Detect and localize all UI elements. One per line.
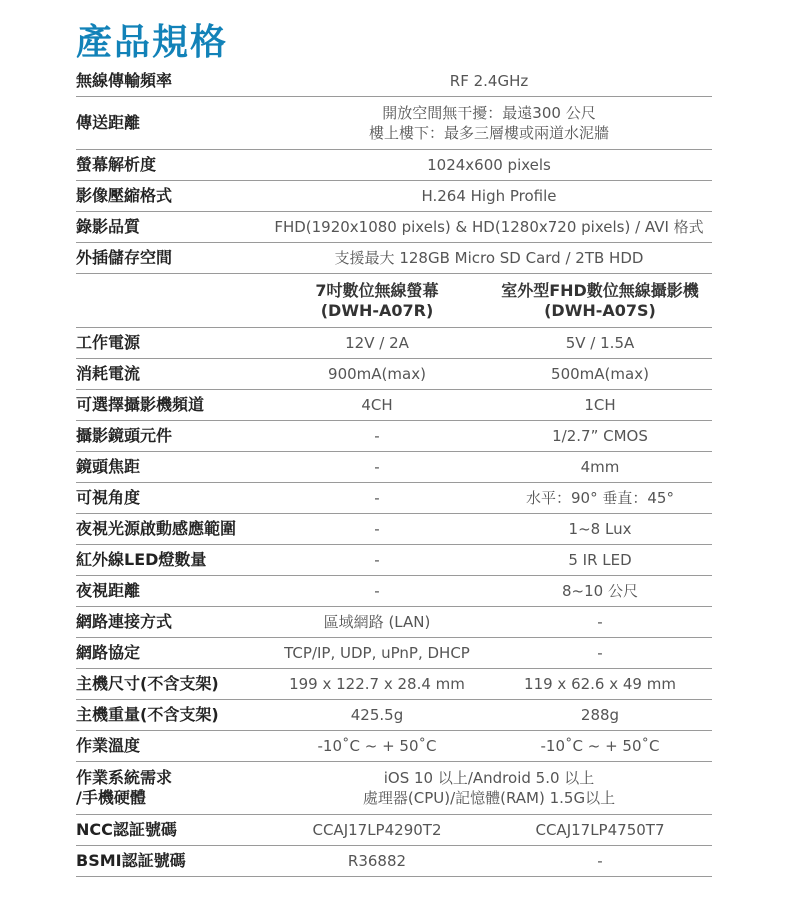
monitor-value: R36882	[347, 852, 407, 870]
row-label: 外插儲存空間	[76, 248, 173, 267]
camera-value: 5V / 1.5A	[565, 334, 635, 352]
camera-value: 8~10 公尺	[562, 582, 638, 600]
camera-value: -	[597, 613, 603, 631]
value-line: iOS 10 以上/Android 5.0 以上	[383, 769, 595, 787]
label-line: 作業系統需求	[76, 768, 173, 787]
row-value: FHD(1920x1080 pixels) & HD(1280x720 pixels) / AVI 格式	[274, 218, 704, 236]
monitor-value: CCAJ17LP4290T2	[312, 821, 442, 839]
camera-value: CCAJ17LP4750T7	[535, 821, 665, 839]
row-label: 網路協定	[76, 643, 141, 662]
camera-value: 288g	[580, 706, 620, 724]
monitor-value: 區域網路 (LAN)	[323, 613, 431, 631]
compare-row	[76, 390, 712, 421]
label-line: /手機硬體	[76, 788, 146, 807]
spec-row-frequency	[76, 66, 712, 97]
spec-row-distance	[76, 97, 712, 150]
compare-row	[76, 328, 712, 359]
spec-row-recording	[76, 212, 712, 243]
compare-row	[76, 607, 712, 638]
row-label: 夜視光源啟動感應範圍	[76, 519, 237, 538]
camera-value: -	[597, 852, 603, 870]
compare-row	[76, 700, 712, 731]
row-label: NCC認証號碼	[76, 820, 177, 839]
monitor-value: -	[374, 582, 380, 600]
value-line: 開放空間無干擾：最遠300 公尺	[382, 104, 596, 122]
header-line: 7吋數位無線螢幕	[315, 280, 439, 300]
monitor-value: -	[374, 551, 380, 569]
monitor-value: -10˚C ~ + 50˚C	[317, 737, 437, 755]
compare-row	[76, 638, 712, 669]
monitor-value: -	[374, 489, 380, 507]
row-label: 工作電源	[76, 333, 141, 352]
compare-row	[76, 731, 712, 762]
monitor-value: 12V / 2A	[345, 334, 409, 352]
row-label: 影像壓縮格式	[76, 186, 173, 205]
row-value: H.264 High Profile	[421, 187, 557, 205]
row-value: RF 2.4GHz	[449, 72, 529, 90]
row-label: 無線傳輸頻率	[76, 71, 173, 90]
monitor-value: 4CH	[361, 396, 393, 414]
row-value: 1024x600 pixels	[427, 156, 551, 174]
row-label	[76, 762, 172, 814]
camera-value: 水平：90° 垂直：45°	[526, 489, 674, 507]
page-title: 產品規格	[76, 22, 229, 63]
compare-row	[76, 545, 712, 576]
monitor-value: -	[374, 427, 380, 445]
compare-row	[76, 483, 712, 514]
compare-row	[76, 452, 712, 483]
monitor-value: -	[374, 520, 380, 538]
monitor-value: 199 x 122.7 x 28.4 mm	[289, 675, 465, 693]
row-label: 錄影品質	[76, 217, 141, 236]
camera-value: -10˚C ~ + 50˚C	[540, 737, 660, 755]
camera-value: 1CH	[584, 396, 616, 414]
row-label: 可視角度	[76, 488, 141, 507]
row-label: BSMI認証號碼	[76, 851, 186, 870]
header-line: (DWH-A07R)	[320, 300, 434, 320]
row-label: 攝影鏡頭元件	[76, 426, 173, 445]
row-label: 網路連接方式	[76, 612, 173, 631]
monitor-value: -	[374, 458, 380, 476]
camera-value: 500mA(max)	[551, 365, 649, 383]
camera-value: 1/2.7” CMOS	[552, 427, 648, 445]
spec-row-resolution	[76, 150, 712, 181]
column-header-monitor	[266, 274, 488, 327]
monitor-value: 425.5g	[350, 706, 404, 724]
row-label: 夜視距離	[76, 581, 141, 600]
camera-value: -	[597, 644, 603, 662]
row-label: 螢幕解析度	[76, 155, 157, 174]
value-line: 樓上樓下：最多三層樓或兩道水泥牆	[368, 124, 609, 142]
row-label: 作業溫度	[76, 736, 141, 755]
compare-row	[76, 421, 712, 452]
camera-value: 5 IR LED	[568, 551, 632, 569]
camera-value: 1~8 Lux	[568, 520, 632, 538]
monitor-value: TCP/IP, UDP, uPnP, DHCP	[284, 644, 470, 662]
row-label: 主機尺寸(不含支架)	[76, 674, 219, 693]
column-header-camera	[488, 274, 712, 327]
column-header-row	[76, 274, 712, 328]
row-label: 主機重量(不含支架)	[76, 705, 219, 724]
header-line: (DWH-A07S)	[544, 300, 656, 320]
row-value: 支援最大 128GB Micro SD Card / 2TB HDD	[334, 249, 644, 267]
spec-row-storage	[76, 243, 712, 274]
monitor-value: 900mA(max)	[328, 365, 426, 383]
value-line: 處理器(CPU)/記憶體(RAM) 1.5G以上	[362, 789, 616, 807]
compare-row	[76, 359, 712, 390]
row-label: 消耗電流	[76, 364, 141, 383]
row-value	[266, 97, 712, 149]
row-label: 傳送距離	[76, 113, 141, 132]
compare-row	[76, 514, 712, 545]
header-line: 室外型FHD數位無線攝影機	[501, 280, 699, 300]
row-label: 可選擇攝影機頻道	[76, 395, 205, 414]
compare-row	[76, 576, 712, 607]
row-label: 紅外線LED燈數量	[76, 550, 207, 569]
row-label: 鏡頭焦距	[76, 457, 141, 476]
cert-row-bsmi	[76, 846, 712, 877]
row-value	[266, 762, 712, 814]
camera-value: 4mm	[580, 458, 620, 476]
system-requirement-row	[76, 762, 712, 815]
spec-row-compression	[76, 181, 712, 212]
camera-value: 119 x 62.6 x 49 mm	[524, 675, 676, 693]
cert-row-ncc	[76, 815, 712, 846]
compare-row	[76, 669, 712, 700]
